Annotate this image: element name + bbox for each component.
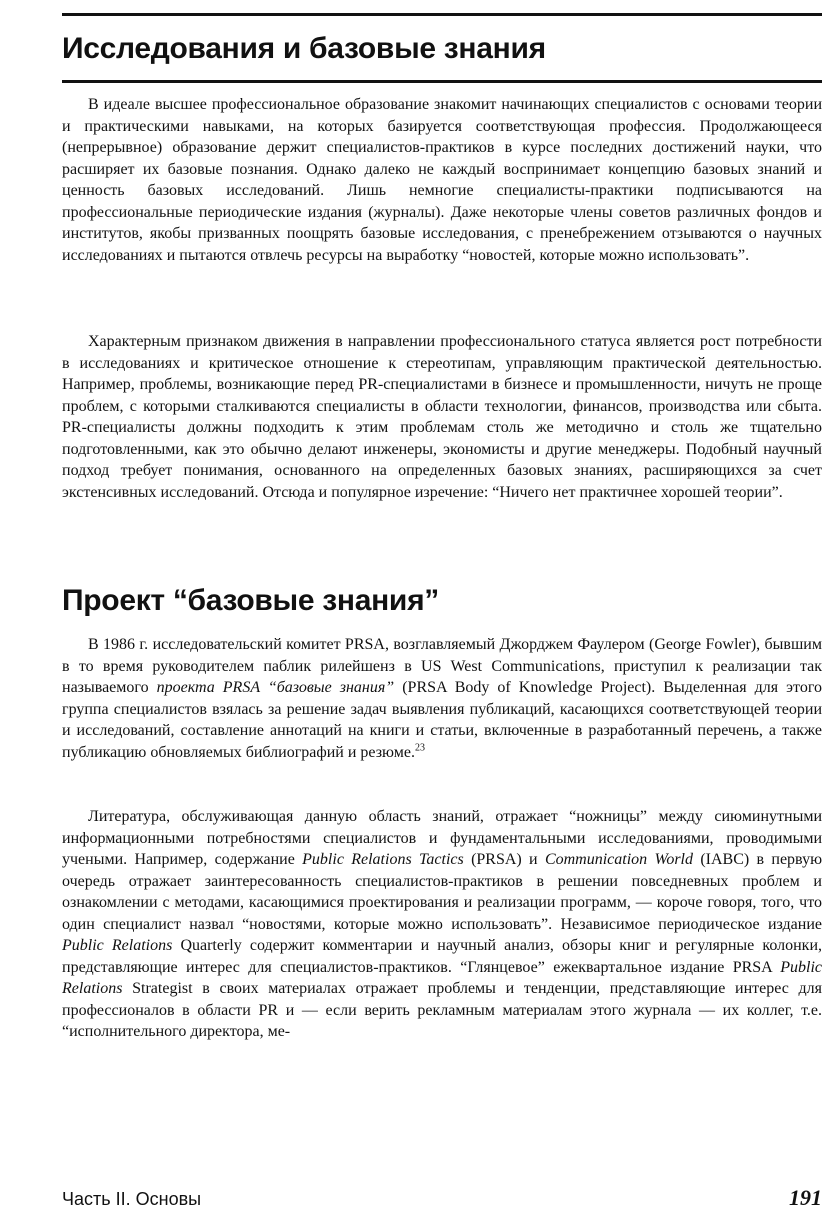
section-title: Исследования и базовые знания xyxy=(62,32,546,65)
paragraph-3-text-c: (PRSA Body of Knowledge Project). Выделенная для этого группа специалистов взялась за решение задач выявления публикаций, касающихся соответствующей теории и исследований, составление аннотаций на книги и статьи, включенные в разработанный перечень, а также публикацию обновляемых библиографий и резюме. xyxy=(62,679,822,761)
paragraph-4-text-e: (IABC) в первую очередь отражает заинтересованность специалистов-практиков в решении повседневных проблем и ознакомлении с методами, касающимися проектирования и реализации программ, — короче говоря, того, что один специалист назвал “новостями, которые можно использовать”. Независимое периодическое издание xyxy=(62,851,823,933)
paragraph-4-italic-pr-strategist: Public Relations xyxy=(62,958,822,997)
paragraph-3-italic-project: проекта PRSA “базовые знания” xyxy=(156,679,395,696)
footer-part-label: Часть II. Основы xyxy=(62,1189,202,1209)
paragraph-2: Характерным признаком движения в направлении профессионального статуса является рост потребности в исследованиях и критическое отношение к стереотипам, управляющим практической деятельностью. Например, проблемы, возникающие перед PR-специалистами в бизнесе и промышленности, ничуть не проще проблем, с которыми сталкиваются специалисты в области технологии, финансов, производства или сбыта. PR-специалисты должны подходить к этим проблемам столь же методично и столь же тщательно подготовленными, как это обычно делают инженеры, экономисты и другие менеджеры. Подобный научный подход требует понимания, основанного на определенных базовых знаниях, расширяющихся за счет экстенсивных исследований. Отсюда и популярное изречение: “Ничего нет практичнее хорошей теории”. xyxy=(62,333,822,501)
page-number: 191 xyxy=(789,1185,822,1210)
paragraph-3 xyxy=(62,634,822,763)
subsection-title: Проект “базовые знания” xyxy=(62,584,439,617)
top-rule xyxy=(62,13,822,16)
paragraph-4-italic-pr-quarterly: Public Relations xyxy=(62,937,173,954)
paragraph-4-text-c: (PRSA) и xyxy=(463,851,545,868)
paragraph-1: В идеале высшее профессиональное образование знакомит начинающих специалистов с основами теории и практическими навыками, на которых базируется соответствующая профессия. Продолжающееся (непрерывное) образование держит специалистов-практиков в курсе последних достижений науки, что расширяет их базовые познания. Однако далеко не каждый воспринимает концепцию базовых знаний и ценность базовых исследований. Лишь немногие специалисты-практики подписываются на профессиональные периодические издания (журналы). Даже некоторые члены советов различных фондов и институтов, якобы призванных поощрять базовые исследования, с пренебрежением отзываются о научных исследованиях и пытаются отвлечь ресурсы на выработку “новостей, которые можно использовать”. xyxy=(62,96,822,264)
title-underline-rule xyxy=(62,80,822,83)
paragraph-4-italic-tactics: Public Relations Tactics xyxy=(302,851,464,868)
paragraph-3-text-a: В 1986 г. исследовательский комитет PRSA, возглавляемый Джорджем Фаулером (George Fowler), бывшим в то время руководителем паблик рилейшенз в US West Communications, приступил к реализации так называемого xyxy=(62,636,822,696)
paragraph-4-italic-comm-world: Communication World xyxy=(544,851,694,868)
paragraph-4-text-a: Литература, обслуживающая данную область знаний, отражает “ножницы” между сиюминутными информационными потребностями специалистов и фундаментальными исследованиями, проводимыми учеными. Например, содержание xyxy=(62,808,822,868)
footnote-ref-23: 23 xyxy=(415,742,426,754)
paragraph-4 xyxy=(62,806,822,1043)
page-footer xyxy=(62,1185,822,1213)
paragraph-4-text-i: Strategist в своих материалах отражает проблемы и тенденции, представляющие интерес для профессионалов в области PR и — если верить рекламным материалам этого журнала — их коллег, т.е. “исполнительного директора, ме- xyxy=(62,980,822,1040)
paragraph-4-text-g: Quarterly содержит комментарии и научный анализ, обзоры книг и регулярные колонки, представляющие интерес для специалистов-практиков. “Глянцевое” ежеквартальное издание PRSA xyxy=(62,937,822,976)
